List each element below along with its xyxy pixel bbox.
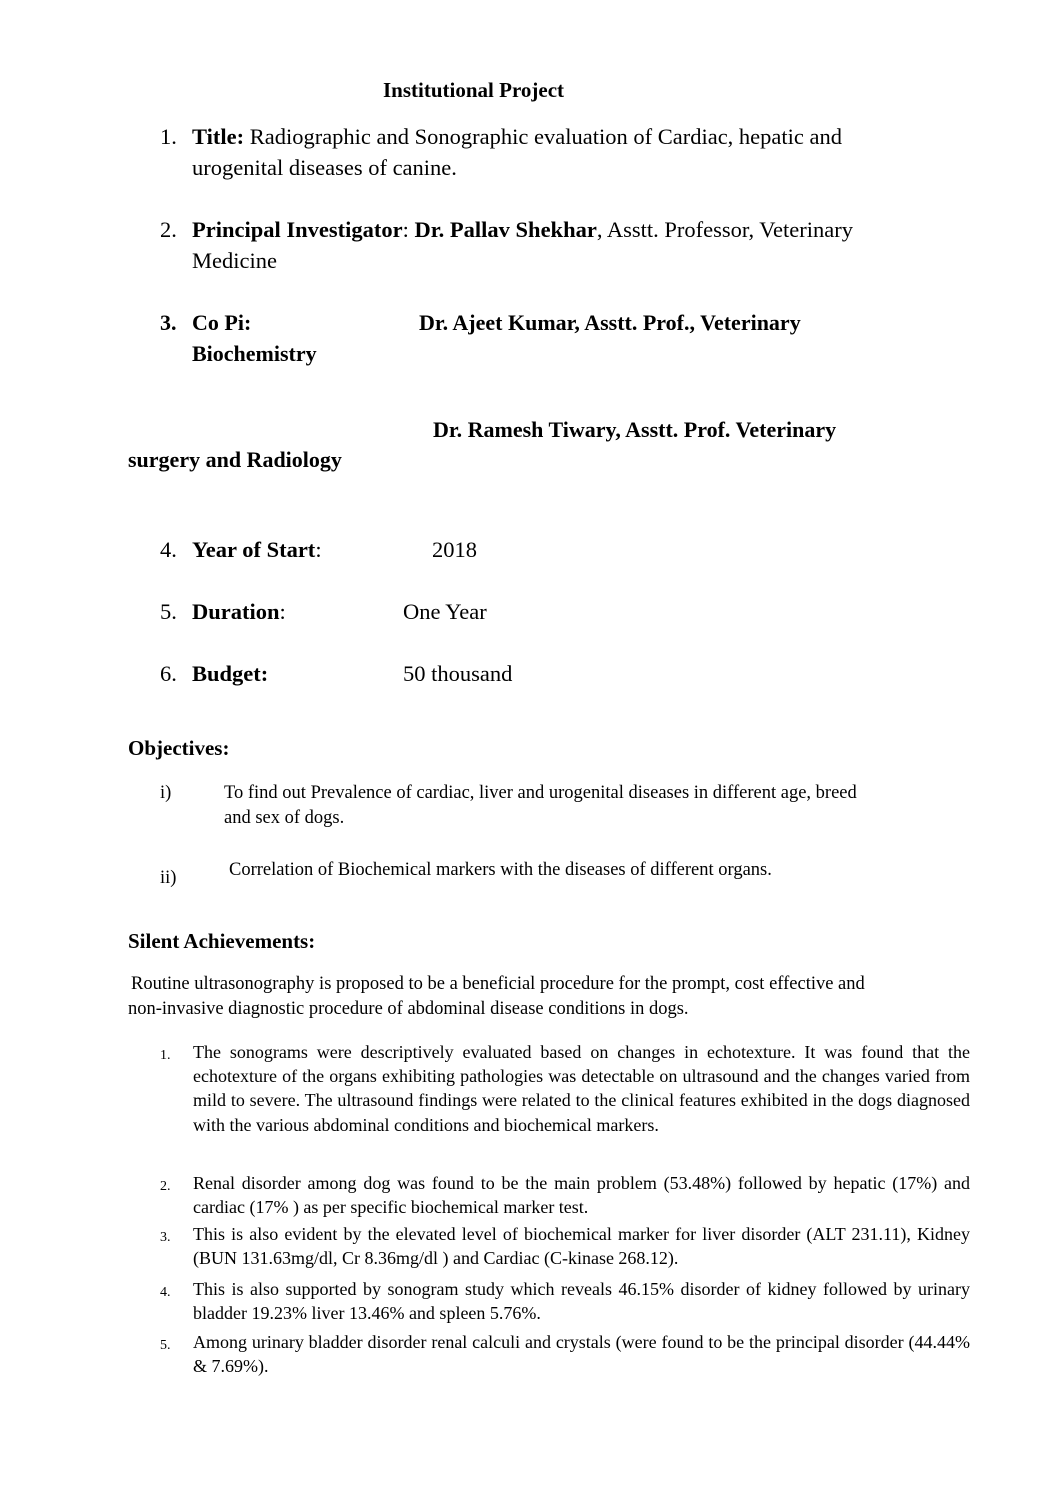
achievements-heading: Silent Achievements: [128, 929, 316, 953]
achievement-number: 2. [160, 1179, 171, 1194]
achievements-intro: Routine ultrasonography is proposed to be a beneficial procedure for the prompt, cost effective and [131, 974, 865, 994]
achievement-text: The sonograms were descriptively evaluated based on changes in echotexture. It was found that the echotexture of the organs exhibiting pathologies was detectable on ultrasound and the changes varied from mild to severe. The ultrasound findings were related to the clinical features exhibited in the dogs diagnosed with the various abdominal conditions and biochemical markers. [193, 1042, 970, 1135]
field-value-line2: urogenital diseases of canine. [192, 155, 457, 180]
field-number: 2. [160, 217, 177, 242]
achievement-number: 4. [160, 1285, 171, 1300]
field-label: Budget: [192, 661, 269, 686]
field-number: 1. [160, 124, 177, 149]
achievement-text: This is also supported by sonogram study which reveals 46.15% disorder of kidney followed by urinary bladder 19.23% liver 13.46% and spleen 5.76%. [193, 1279, 970, 1324]
field-number: 5. [160, 599, 177, 624]
achievements-intro-line2: non-invasive diagnostic procedure of abdominal disease conditions in dogs. [128, 999, 689, 1019]
objective-number: ii) [160, 868, 177, 888]
field-number: 3. [160, 310, 177, 335]
field-value: , Asstt. Professor, Veterinary [596, 217, 853, 242]
field-number: 6. [160, 661, 177, 686]
field-label: Principal Investigator [192, 217, 403, 242]
objectives-heading: Objectives: [128, 736, 230, 760]
objective-text: To find out Prevalence of cardiac, liver and urogenital diseases in different age, breed [224, 783, 857, 803]
achievement-text: This is also evident by the elevated level of biochemical marker for liver disorder (ALT 231.11), Kidney (BUN 131.63mg/dl, Cr 8.36mg/dl ) and Cardiac (C-kinase 268.12). [193, 1224, 970, 1269]
objective-text-line2: and sex of dogs. [224, 808, 345, 828]
achievement-number: 3. [160, 1230, 171, 1245]
achievement-text: Renal disorder among dog was found to be the main problem (53.48%) followed by hepatic (17%) and cardiac (17% ) as per specific biochemical marker test. [193, 1173, 970, 1218]
field-label: Co Pi: [192, 310, 252, 335]
objective-number: i) [160, 783, 172, 803]
co-pi-2-line2: surgery and Radiology [128, 447, 342, 472]
document-heading: Institutional Project [383, 78, 565, 102]
co-pi-2: Dr. Ramesh Tiwary, Asstt. Prof. Veterinary [433, 417, 837, 442]
co-pi-1: Dr. Ajeet Kumar, Asstt. Prof., Veterinary [419, 310, 801, 335]
field-number: 4. [160, 537, 177, 562]
field-label: Title: [192, 124, 245, 149]
field-value: 50 thousand [403, 661, 513, 686]
objective-text: Correlation of Biochemical markers with the diseases of different organs. [229, 860, 772, 880]
field-value: Radiographic and Sonographic evaluation of Cardiac, hepatic and [249, 124, 842, 149]
field-value: One Year [403, 599, 487, 624]
investigator-name: Dr. Pallav Shekhar [414, 217, 597, 242]
field-label: Year of Start [192, 537, 316, 562]
field-value-line2: Biochemistry [192, 341, 317, 366]
achievement-text: Among urinary bladder disorder renal calculi and crystals (were found to be the principal disorder (44.44% & 7.69%). [193, 1332, 970, 1377]
field-value: 2018 [432, 537, 477, 562]
achievement-number: 5. [160, 1338, 171, 1353]
field-value-line2: Medicine [192, 248, 277, 273]
field-label: Duration [192, 599, 280, 624]
achievement-number: 1. [160, 1048, 171, 1063]
